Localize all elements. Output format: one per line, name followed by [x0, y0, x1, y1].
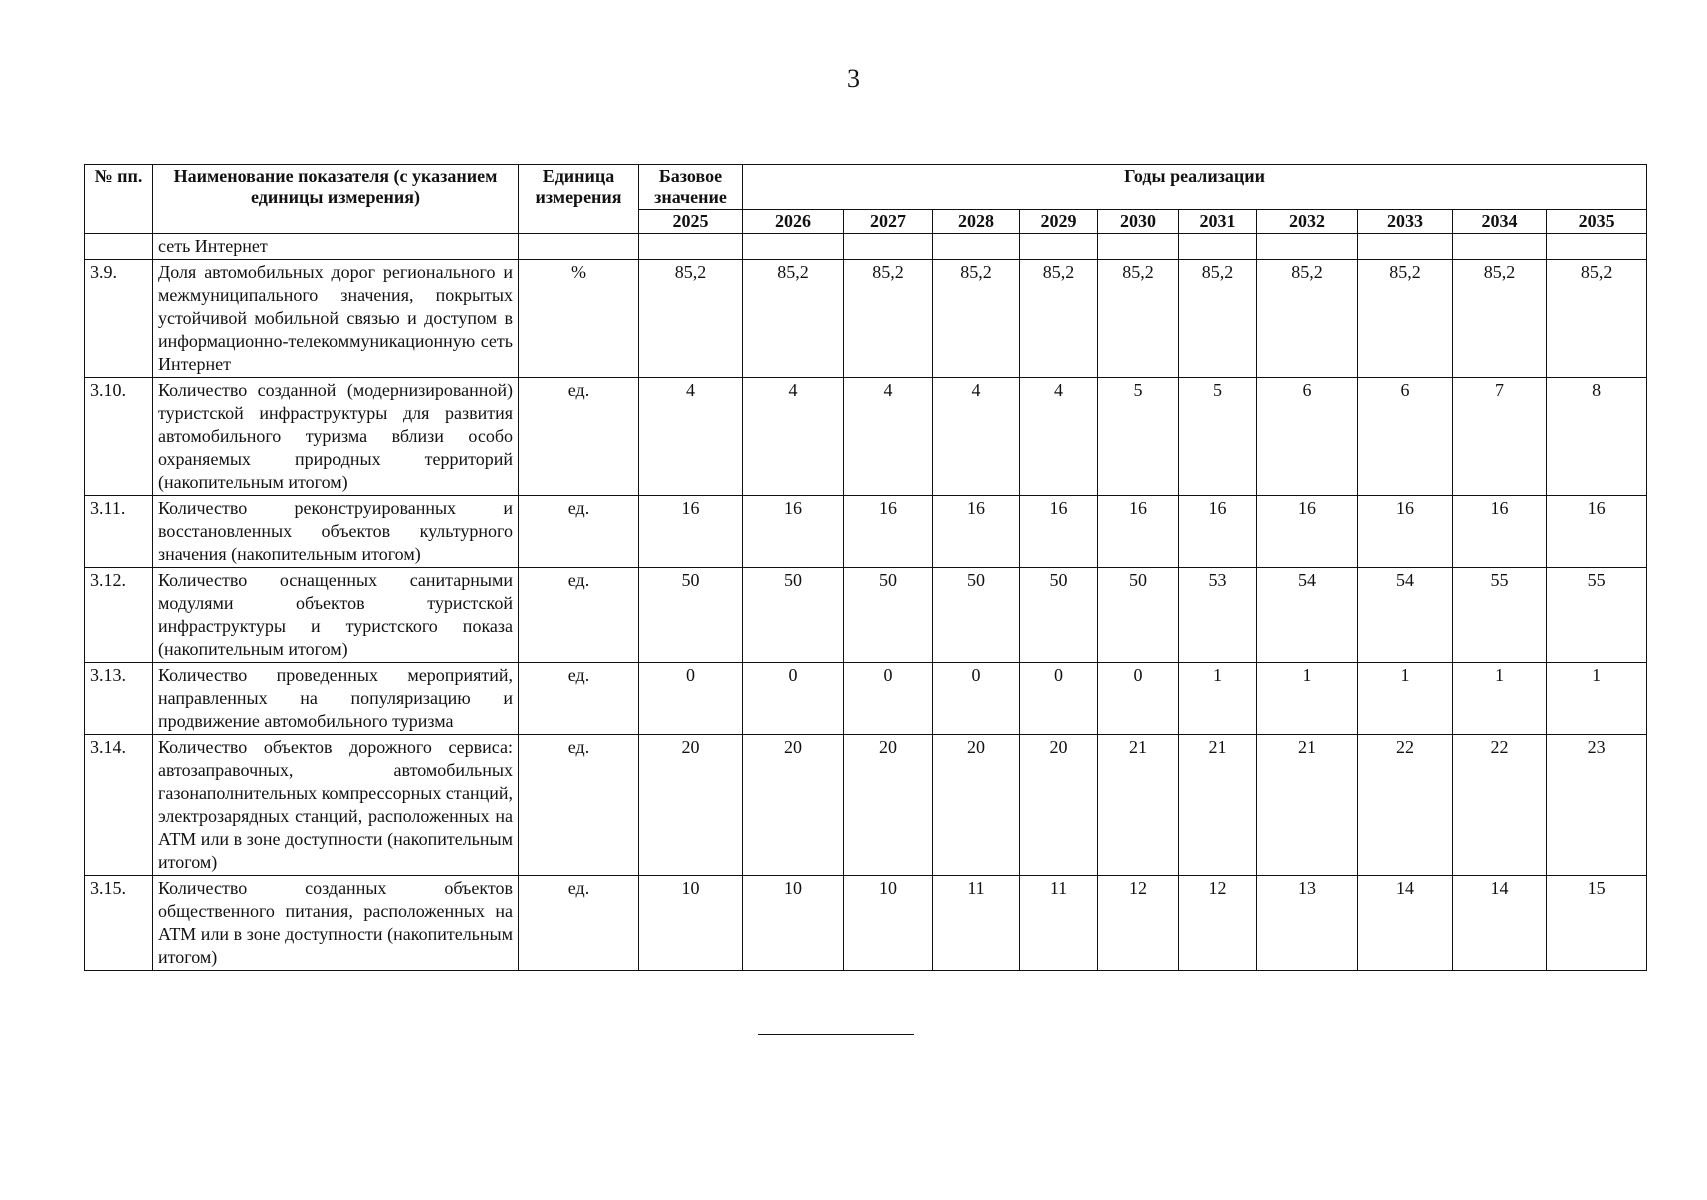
row-value: [743, 234, 844, 260]
row-num: 3.11.: [85, 496, 153, 568]
row-name: Количество реконструированных и восстановленных объектов культурного значения (накопительным итогом): [153, 496, 519, 568]
row-value: [1098, 234, 1179, 260]
table-row: [85, 568, 1647, 663]
row-value: [1547, 234, 1647, 260]
row-value: 20: [1020, 735, 1098, 876]
row-value: 16: [1358, 496, 1453, 568]
header-year-2035: 2035: [1547, 210, 1647, 234]
row-value: 85,2: [844, 260, 933, 378]
row-value: 54: [1358, 568, 1453, 663]
row-value: 50: [844, 568, 933, 663]
row-value: 11: [1020, 876, 1098, 971]
row-value: 20: [933, 735, 1020, 876]
row-value: 50: [1098, 568, 1179, 663]
row-value: 16: [844, 496, 933, 568]
row-value: 21: [1098, 735, 1179, 876]
row-value: 85,2: [933, 260, 1020, 378]
row-value: 50: [1020, 568, 1098, 663]
table-row: [85, 876, 1647, 971]
row-value: 53: [1179, 568, 1257, 663]
table-row: [85, 496, 1647, 568]
row-value: 4: [743, 378, 844, 496]
row-value: 6: [1358, 378, 1453, 496]
row-num: 3.13.: [85, 663, 153, 735]
row-value: 0: [933, 663, 1020, 735]
row-value: 16: [933, 496, 1020, 568]
row-value: 10: [743, 876, 844, 971]
row-value: 12: [1179, 876, 1257, 971]
row-unit: ед.: [519, 378, 639, 496]
row-name: Доля автомобильных дорог регионального и межмуниципального значения, покрытых устойчивой мобильной связью и доступом в информационно-телекоммуникационную сеть Интернет: [153, 260, 519, 378]
header-year-2027: 2027: [844, 210, 933, 234]
table-row: [85, 234, 1647, 260]
row-value: 6: [1257, 378, 1358, 496]
row-value: 14: [1358, 876, 1453, 971]
row-unit: ед.: [519, 735, 639, 876]
row-value: 12: [1098, 876, 1179, 971]
table-row: [85, 378, 1647, 496]
row-value: 16: [1453, 496, 1547, 568]
row-value: 1: [1257, 663, 1358, 735]
header-base: Базовое значение: [639, 165, 743, 210]
row-value: 16: [743, 496, 844, 568]
header-year-2032: 2032: [1257, 210, 1358, 234]
header-year-2031: 2031: [1179, 210, 1257, 234]
row-value: 16: [1547, 496, 1647, 568]
row-name: Количество созданных объектов общественного питания, расположенных на АТМ или в зоне доступности (накопительным итогом): [153, 876, 519, 971]
row-value: [1257, 234, 1358, 260]
header-year-2026: 2026: [743, 210, 844, 234]
header-year-2030: 2030: [1098, 210, 1179, 234]
row-value: 10: [639, 876, 743, 971]
row-value: 85,2: [743, 260, 844, 378]
row-value: 85,2: [1257, 260, 1358, 378]
row-value: 16: [1020, 496, 1098, 568]
row-value: 4: [933, 378, 1020, 496]
row-value: 20: [844, 735, 933, 876]
row-value: 85,2: [1179, 260, 1257, 378]
row-value: 14: [1453, 876, 1547, 971]
row-value: [1020, 234, 1098, 260]
row-value: 1: [1453, 663, 1547, 735]
row-value: [1453, 234, 1547, 260]
row-value: 20: [743, 735, 844, 876]
row-value: 4: [639, 378, 743, 496]
row-value: 8: [1547, 378, 1647, 496]
row-name: Количество объектов дорожного сервиса: автозаправочных, автомобильных газонаполнительных компрессорных станций, электрозарядных станций, расположенных на АТМ или в зоне доступности (накопительным итогом): [153, 735, 519, 876]
row-value: 0: [639, 663, 743, 735]
row-unit: %: [519, 260, 639, 378]
row-value: 16: [1179, 496, 1257, 568]
table-row: [85, 735, 1647, 876]
row-value: 1: [1358, 663, 1453, 735]
row-value: 50: [639, 568, 743, 663]
row-value: 21: [1257, 735, 1358, 876]
row-value: [844, 234, 933, 260]
row-value: 85,2: [1358, 260, 1453, 378]
row-value: 15: [1547, 876, 1647, 971]
row-unit: ед.: [519, 496, 639, 568]
row-value: 20: [639, 735, 743, 876]
row-value: 7: [1453, 378, 1547, 496]
row-value: 0: [743, 663, 844, 735]
row-name: Количество созданной (модернизированной) туристской инфраструктуры для развития автомобильного туризма вблизи особо охраняемых природных территорий (накопительным итогом): [153, 378, 519, 496]
row-num: 3.10.: [85, 378, 153, 496]
row-value: 50: [933, 568, 1020, 663]
row-value: 85,2: [1020, 260, 1098, 378]
table-header: [85, 165, 1647, 234]
table-row: [85, 663, 1647, 735]
row-num: [85, 234, 153, 260]
row-value: 55: [1453, 568, 1547, 663]
row-name: сеть Интернет: [153, 234, 519, 260]
row-num: 3.15.: [85, 876, 153, 971]
header-years-group: Годы реализации: [743, 165, 1647, 210]
indicators-table: [84, 164, 1647, 971]
header-name: Наименование показателя (с указанием единицы измерения): [153, 165, 519, 234]
footnote-separator-line: [758, 1034, 914, 1035]
row-value: 4: [1020, 378, 1098, 496]
row-value: 16: [1098, 496, 1179, 568]
row-value: 55: [1547, 568, 1647, 663]
table-body: [85, 234, 1647, 971]
row-value: 22: [1358, 735, 1453, 876]
row-value: 16: [1257, 496, 1358, 568]
row-value: [1179, 234, 1257, 260]
row-value: 85,2: [639, 260, 743, 378]
row-value: 23: [1547, 735, 1647, 876]
header-year-2033: 2033: [1358, 210, 1453, 234]
row-value: 1: [1547, 663, 1647, 735]
header-num: № пп.: [85, 165, 153, 234]
table-row: [85, 260, 1647, 378]
header-year-2028: 2028: [933, 210, 1020, 234]
row-unit: ед.: [519, 568, 639, 663]
header-year-2029: 2029: [1020, 210, 1098, 234]
row-value: 13: [1257, 876, 1358, 971]
row-value: 50: [743, 568, 844, 663]
page-number: 3: [847, 64, 860, 93]
row-name: Количество оснащенных санитарными модулями объектов туристской инфраструктуры и туристского показа (накопительным итогом): [153, 568, 519, 663]
row-value: 85,2: [1098, 260, 1179, 378]
row-unit: ед.: [519, 876, 639, 971]
row-unit: [519, 234, 639, 260]
row-num: 3.9.: [85, 260, 153, 378]
row-value: [1358, 234, 1453, 260]
row-value: [933, 234, 1020, 260]
row-value: 16: [639, 496, 743, 568]
row-value: 1: [1179, 663, 1257, 735]
row-value: 10: [844, 876, 933, 971]
row-value: 0: [1020, 663, 1098, 735]
row-value: 11: [933, 876, 1020, 971]
row-value: 4: [844, 378, 933, 496]
row-value: 0: [1098, 663, 1179, 735]
row-value: 0: [844, 663, 933, 735]
row-unit: ед.: [519, 663, 639, 735]
header-year-2034: 2034: [1453, 210, 1547, 234]
row-value: 21: [1179, 735, 1257, 876]
row-num: 3.12.: [85, 568, 153, 663]
row-value: 5: [1179, 378, 1257, 496]
row-value: 22: [1453, 735, 1547, 876]
row-name: Количество проведенных мероприятий, направленных на популяризацию и продвижение автомобильного туризма: [153, 663, 519, 735]
row-num: 3.14.: [85, 735, 153, 876]
row-value: [639, 234, 743, 260]
row-value: 54: [1257, 568, 1358, 663]
header-unit: Единица измерения: [519, 165, 639, 234]
row-value: 5: [1098, 378, 1179, 496]
header-year-2025: 2025: [639, 210, 743, 234]
row-value: 85,2: [1547, 260, 1647, 378]
row-value: 85,2: [1453, 260, 1547, 378]
